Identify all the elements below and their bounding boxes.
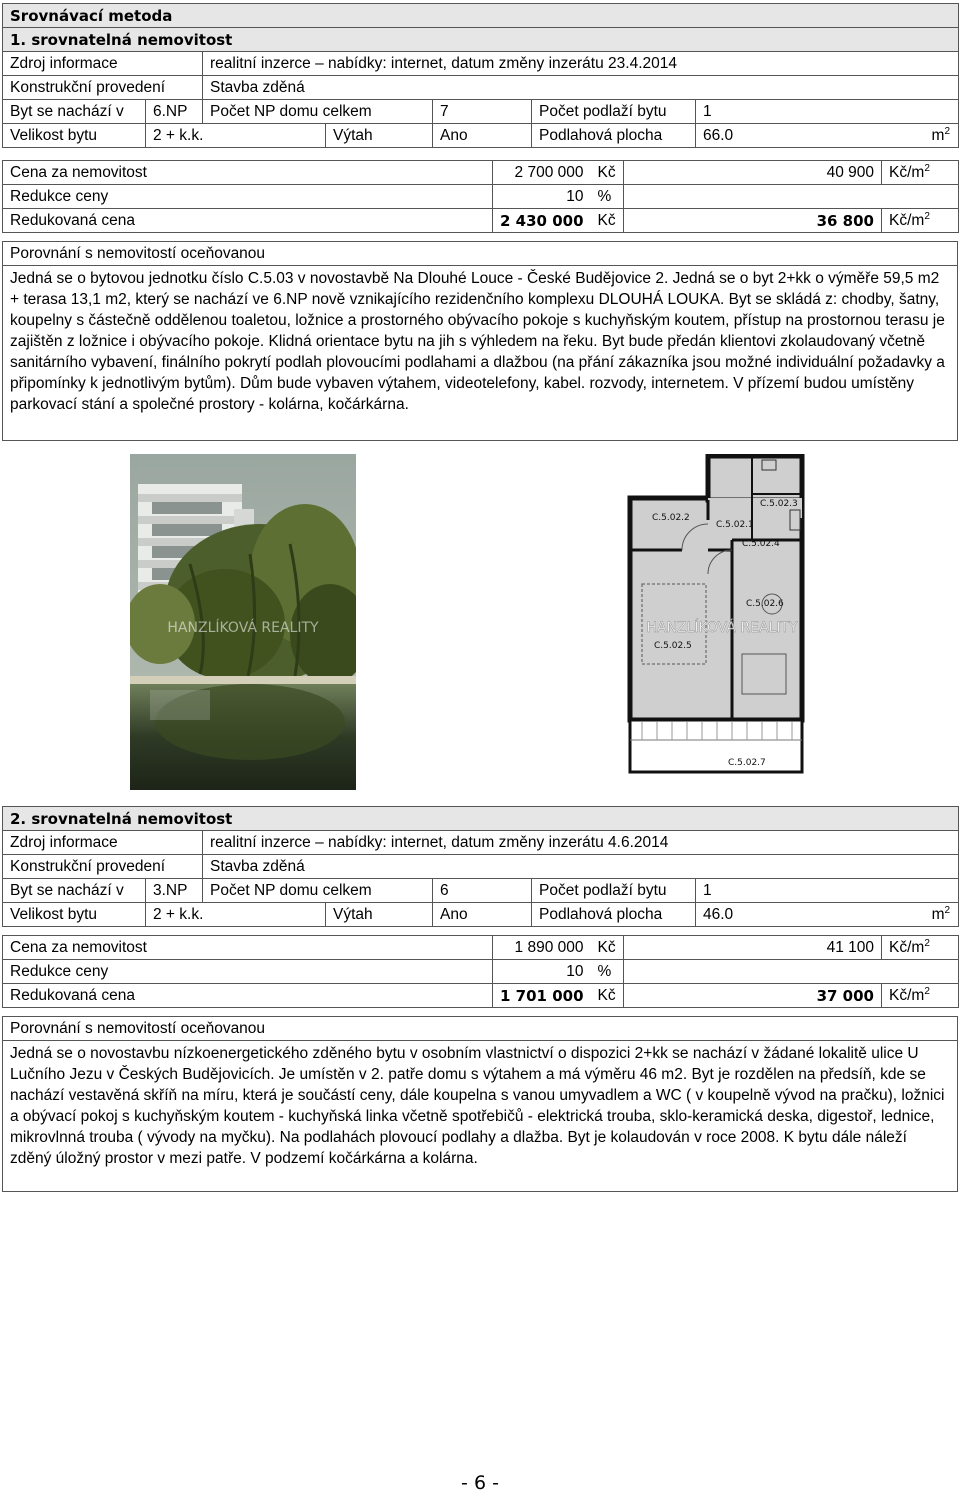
floor-value: 6.NP xyxy=(146,100,203,124)
reduction-label: Redukce ceny xyxy=(3,185,493,209)
comparable-2-description-table xyxy=(2,1016,958,1192)
floor-label: Byt se nachází v xyxy=(3,879,146,903)
reduction-label: Redukce ceny xyxy=(3,960,493,984)
area-cell xyxy=(696,903,959,927)
construction-value: Stavba zděná xyxy=(203,855,959,879)
floor-plan xyxy=(612,454,832,790)
reduced-label: Redukovaná cena xyxy=(3,984,493,1008)
building-photo xyxy=(130,454,356,790)
size-value: 2 + k.k. xyxy=(146,903,326,927)
area-label: Podlahová plocha xyxy=(532,124,696,148)
comparison-label: Porovnání s nemovitostí oceňovanou xyxy=(3,1017,958,1041)
area-unit: $m^2$ xyxy=(931,904,951,923)
construction-label: Konstrukční provedení xyxy=(3,855,203,879)
price-per-m2: 40 900 xyxy=(624,161,882,185)
room-label: C.5.02.4 xyxy=(742,539,780,549)
total-floors-label: Počet NP domu celkem xyxy=(203,100,433,124)
plan-watermark: HANZLÍKOVÁ REALITY xyxy=(646,620,798,636)
reduced-per-m2: 37 000 xyxy=(624,984,882,1008)
room-label: C.5.02.5 xyxy=(654,641,692,651)
reduced-value: 2 430 000 xyxy=(493,209,591,233)
total-floors-value: 7 xyxy=(433,100,532,124)
reduction-value: 10 xyxy=(493,185,591,209)
unit-floors-value: 1 xyxy=(696,100,959,124)
unit-floors-value: 1 xyxy=(696,879,959,903)
per-m2-unit: $Kč/m^2$ xyxy=(882,936,959,960)
comparable-heading: 2. srovnatelná nemovitost xyxy=(3,807,959,831)
terrace xyxy=(630,720,802,772)
comparable-1-header-table xyxy=(2,3,959,148)
per-m2-unit: $Kč/m^2$ xyxy=(882,984,959,1008)
price-label: Cena za nemovitost xyxy=(3,161,493,185)
size-value: 2 + k.k. xyxy=(146,124,326,148)
area-value: 66.0 xyxy=(703,126,734,144)
area-cell xyxy=(696,124,959,148)
comparison-label: Porovnání s nemovitostí oceňovanou xyxy=(3,242,958,266)
construction-value: Stavba zděná xyxy=(203,76,959,100)
source-value: realitní inzerce – nabídky: internet, datum změny inzerátu 23.4.2014 xyxy=(203,52,959,76)
reduced-value: 1 701 000 xyxy=(493,984,591,1008)
section-title: Srovnávací metoda xyxy=(3,4,959,28)
area-unit: $m^2$ xyxy=(931,125,951,144)
comparable-2-price-table xyxy=(2,935,959,1008)
room-label: C.5.02.7 xyxy=(728,758,766,768)
elevator-label: Výtah xyxy=(326,124,433,148)
room-label: C.5.02.6 xyxy=(746,599,784,609)
currency: Kč xyxy=(591,936,624,960)
reduced-per-m2: 36 800 xyxy=(624,209,882,233)
reduction-value: 10 xyxy=(493,960,591,984)
description: Jedná se o bytovou jednotku číslo C.5.03 v novostavbě Na Dlouhé Louce - České Budějovice 2. Jedná se o byt 2+kk o výměře 59,5 m2 + terasa 13,1 m2, který se nachází ve 6.NP nově vznikajícího rezidenčního komplexu DLOUHÁ LOUKA. Byt se skládá z: chodby, šatny, koupelny s částečně oddělenou toaletou, ložnice a prostorného obývacího pokoje s kuchyňským koutem, přístup na prostornou terasu je zajištěn z ložnice i obývacího pokoje. Klidná orientace bytu na jih s výhledem na řeku. Byt bude předán klientovi zkolaudovaný včetně sanitárního vybavení, finálního pokrytí podlah plovoucími podlahami a dlažbou (na přání zákazníka jsou možné individuální požadavky a připomínky k jednotlivým bytům). Dům bude vybaven výtahem, videotelefony, kabel. rozvody, internetem. V přízemí budou umístěny parkovací stání a společné prostory - kolárna, kočárkárna. xyxy=(3,266,958,441)
reduced-label: Redukovaná cena xyxy=(3,209,493,233)
floor-value: 3.NP xyxy=(146,879,203,903)
room-label: C.5.02.1 xyxy=(716,520,754,530)
currency: Kč xyxy=(591,161,624,185)
price-value: 1 890 000 xyxy=(493,936,591,960)
price-value: 2 700 000 xyxy=(493,161,591,185)
room-label: C.5.02.2 xyxy=(652,513,690,523)
photo-watermark: HANZLÍKOVÁ REALITY xyxy=(167,620,319,636)
size-label: Velikost bytu xyxy=(3,124,146,148)
unit-floors-label: Počet podlaží bytu xyxy=(532,879,696,903)
comparable-2-header-table xyxy=(2,806,959,927)
total-floors-label: Počet NP domu celkem xyxy=(203,879,433,903)
source-value: realitní inzerce – nabídky: internet, datum změny inzerátu 4.6.2014 xyxy=(203,831,959,855)
construction-label: Konstrukční provedení xyxy=(3,76,203,100)
area-value: 46.0 xyxy=(703,905,734,923)
floor-label: Byt se nachází v xyxy=(3,100,146,124)
source-label: Zdroj informace xyxy=(3,52,203,76)
area-label: Podlahová plocha xyxy=(532,903,696,927)
elevator-value: Ano xyxy=(433,124,532,148)
price-per-m2: 41 100 xyxy=(624,936,882,960)
elevator-label: Výtah xyxy=(326,903,433,927)
per-m2-unit: $Kč/m^2$ xyxy=(882,161,959,185)
room-label: C.5.02.3 xyxy=(760,499,798,509)
unit-floors-label: Počet podlaží bytu xyxy=(532,100,696,124)
empty-cell xyxy=(624,960,959,984)
empty-cell xyxy=(624,185,959,209)
reduction-unit: % xyxy=(591,185,624,209)
comparable-1-price-table xyxy=(2,160,959,233)
source-label: Zdroj informace xyxy=(3,831,203,855)
reduction-unit: % xyxy=(591,960,624,984)
currency: Kč xyxy=(591,209,624,233)
per-m2-unit: $Kč/m^2$ xyxy=(882,209,959,233)
currency: Kč xyxy=(591,984,624,1008)
comparable-1-description-table xyxy=(2,241,958,441)
description: Jedná se o novostavbu nízkoenergetického zděného bytu v osobním vlastnictví o dispozici 2+kk se nachází v žádané lokalitě ulice U Lučního Jezu v Českých Budějovicích. Je umístěn v 2. patře domu s výtahem a má výměru 46 m2. Byt je rozdělen na předsíň, kde se nachází vestavěná skříň na míru, která je součástí ceny, dále koupelna s vanou umyvadlem a WC ( v koupelně vývod na pračku), ložnici a obývací pokoj s kuchyňským koutem - kuchyňská linka včetně spotřebičů - elektrická trouba, sklo-keramická deska, digestoř, lednice, mikrovlnná trouba ( vývody na myčku). Na podlahách plovoucí podlahy a dlažba. Byt je kolaudován v roce 2008. K bytu dále náleží zděný úložný prostor v mezi patře. V podzemí kočárkárna a kolárna. xyxy=(3,1041,958,1192)
size-label: Velikost bytu xyxy=(3,903,146,927)
price-label: Cena za nemovitost xyxy=(3,936,493,960)
page-number: - 6 - xyxy=(461,1472,499,1494)
comparable-heading: 1. srovnatelná nemovitost xyxy=(3,28,959,52)
elevator-value: Ano xyxy=(433,903,532,927)
total-floors-value: 6 xyxy=(433,879,532,903)
plan-walls xyxy=(630,456,802,720)
